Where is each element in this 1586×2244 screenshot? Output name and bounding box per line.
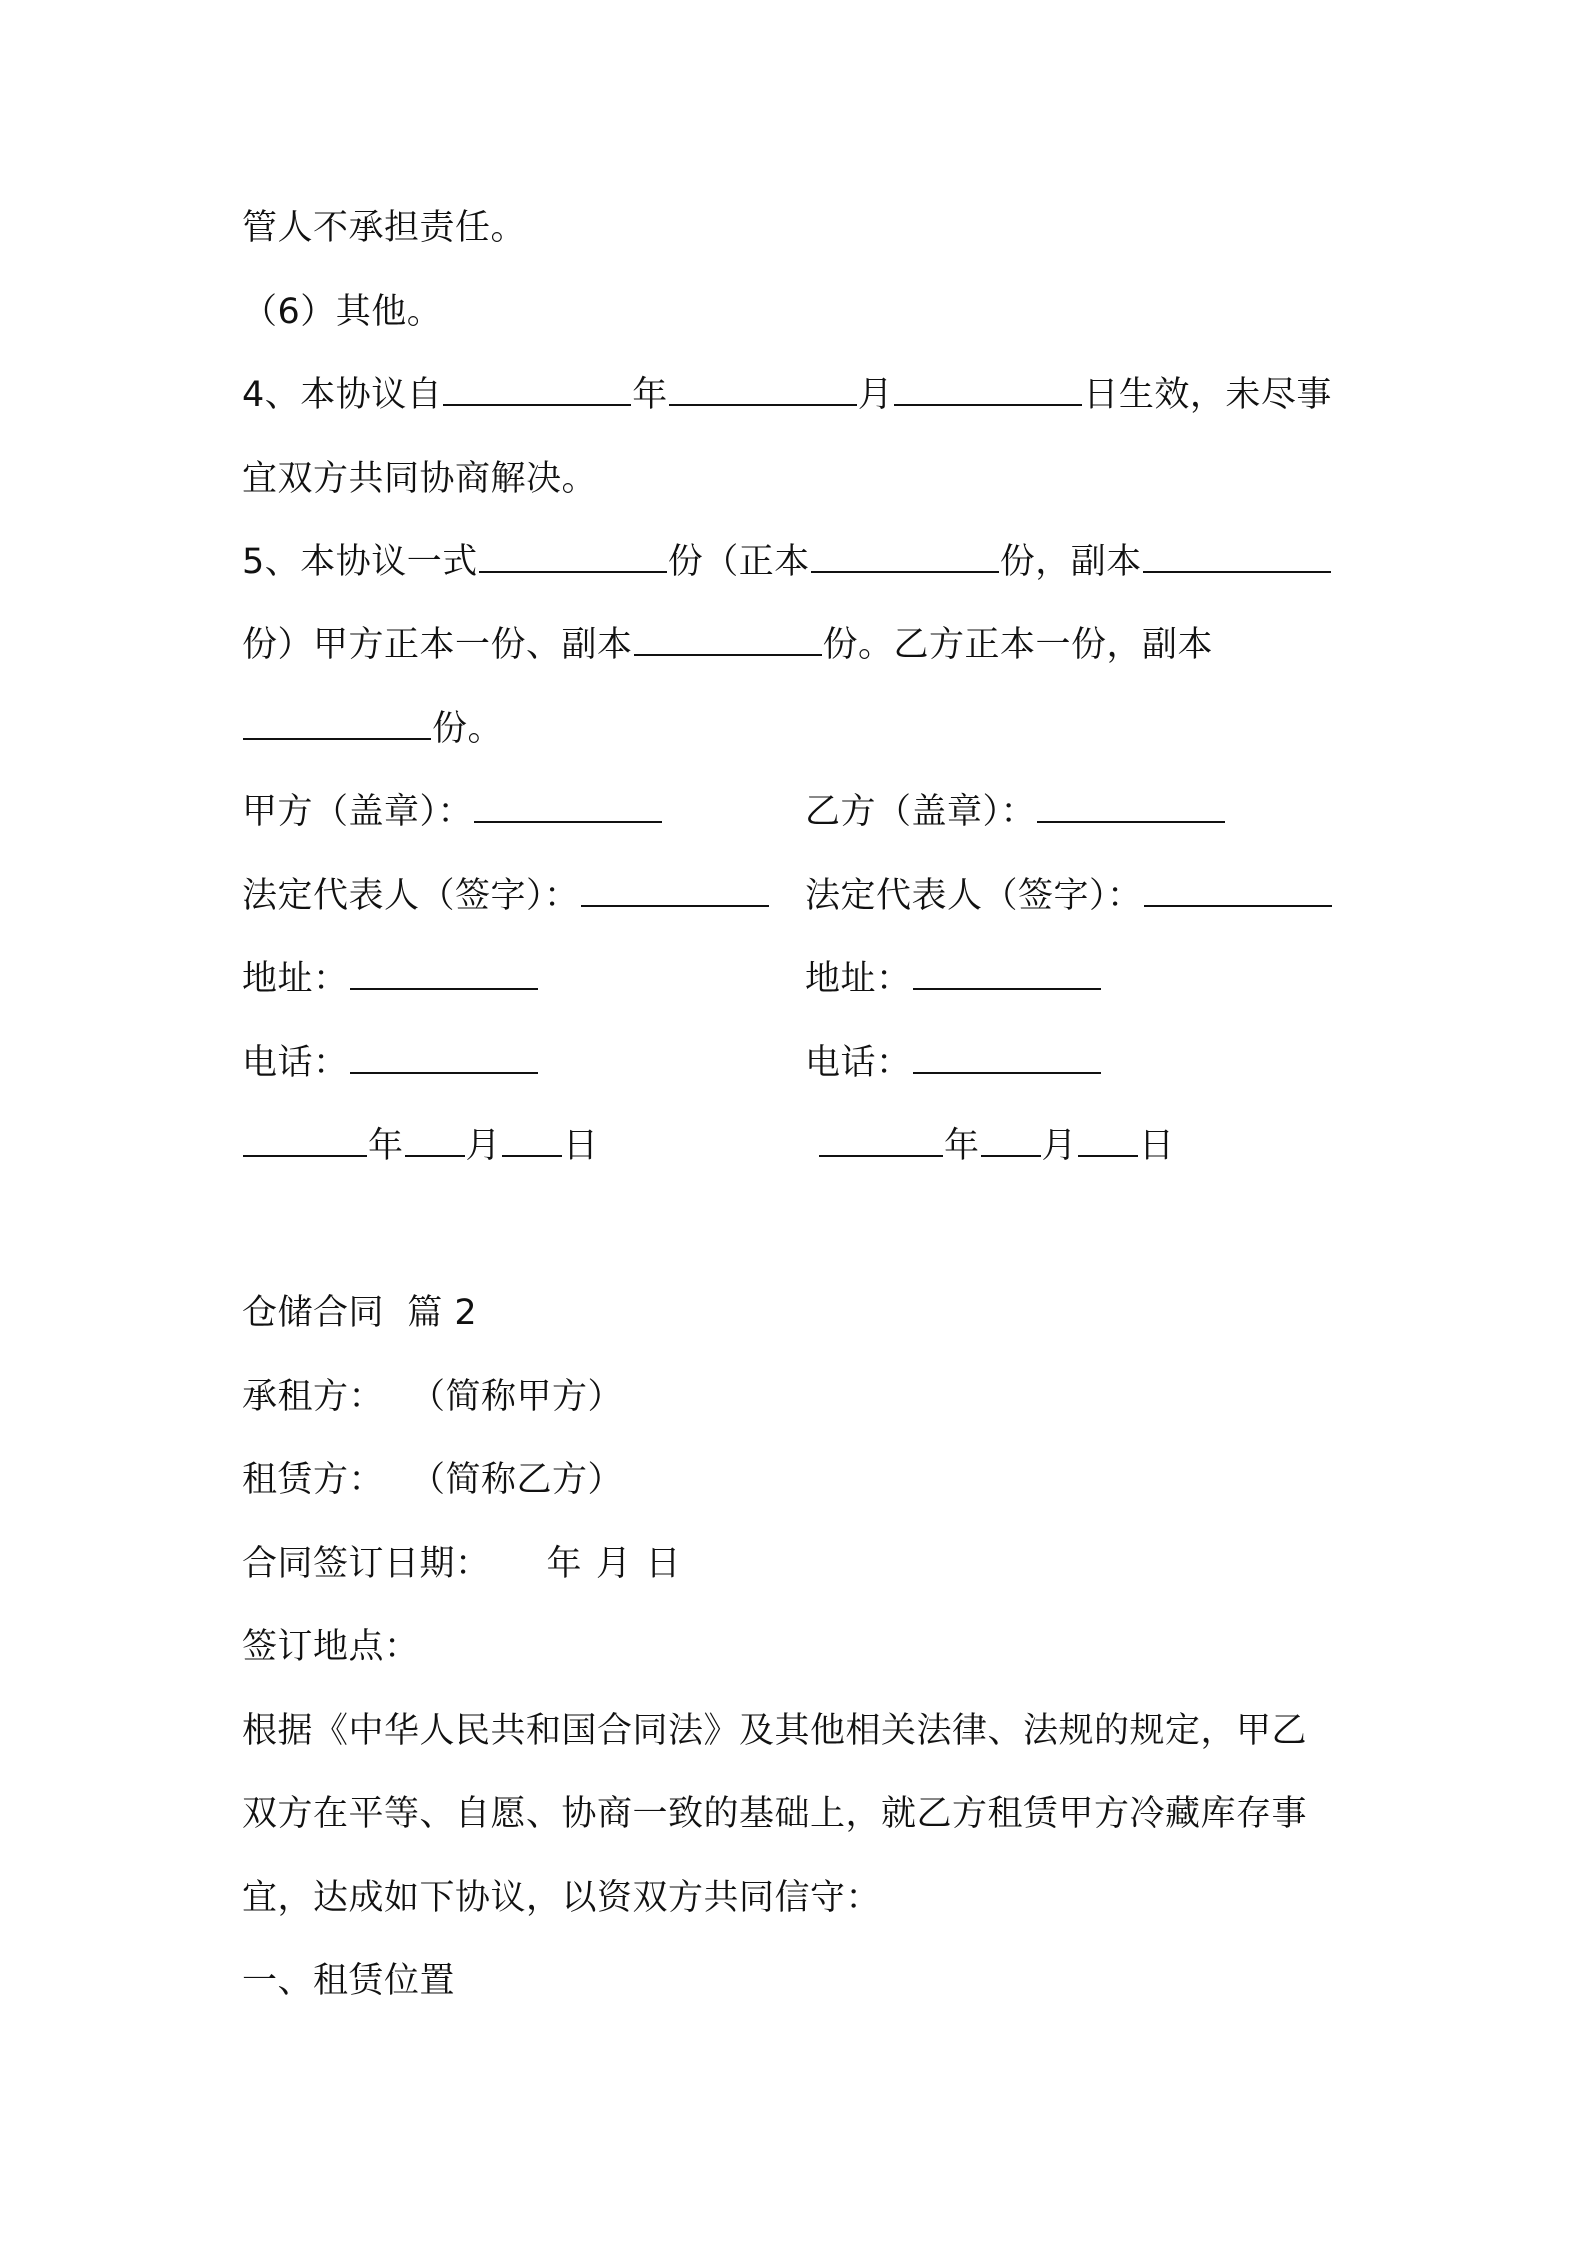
- label: 租赁方：: [242, 1460, 385, 1500]
- text: 月: [1041, 1126, 1078, 1166]
- text: 年: [944, 1126, 980, 1166]
- text: 管人不承担责任。: [242, 208, 527, 248]
- lessee-line: [242, 1373, 623, 1421]
- text: 月: [596, 1544, 632, 1584]
- text: 月: [857, 375, 894, 415]
- fill-blank: [913, 958, 1101, 990]
- effective-date-clause: [242, 371, 1332, 419]
- fill-blank: [1144, 875, 1332, 907]
- text: 5、本协议一式: [242, 542, 478, 582]
- text: 根据《中华人民共和国合同法》及其他相关法律、法规的规定，甲乙: [242, 1711, 1308, 1751]
- fill-blank: [479, 541, 667, 573]
- copies-clause-end: [242, 705, 503, 753]
- label: 甲方（盖章）：: [242, 792, 474, 832]
- fill-blank: [243, 1125, 367, 1157]
- place-line: [242, 1623, 420, 1671]
- label: 电话：: [805, 1043, 912, 1083]
- party-a-seal: [242, 788, 663, 836]
- fill-blank: [502, 1125, 562, 1157]
- text: （简称乙方）: [410, 1460, 624, 1500]
- label: 地址：: [805, 959, 912, 999]
- fill-blank: [981, 1125, 1041, 1157]
- fill-blank: [819, 1125, 943, 1157]
- label: 合同签订日期：: [242, 1544, 491, 1584]
- fill-blank: [894, 374, 1082, 406]
- text: 份）甲方正本一份、副本: [242, 625, 633, 665]
- fill-blank: [350, 958, 538, 990]
- label: 地址：: [242, 959, 349, 999]
- fill-blank: [474, 791, 662, 823]
- text: 日: [1139, 1126, 1175, 1166]
- label: 法定代表人（签字）：: [805, 876, 1143, 916]
- phone-a: [242, 1039, 539, 1087]
- text: 仓储合同 篇 2: [242, 1293, 478, 1333]
- legal-rep-b: [805, 872, 1333, 920]
- section-heading: [242, 1957, 455, 2005]
- text: 月: [465, 1126, 502, 1166]
- label: 签订地点：: [242, 1627, 420, 1667]
- text: 宜双方共同协商解决。: [242, 459, 598, 499]
- address-a: [242, 955, 539, 1003]
- text: 份。: [432, 709, 504, 749]
- contract-date-line: [242, 1540, 681, 1588]
- legal-rep-a: [242, 872, 770, 920]
- fill-blank: [913, 1042, 1101, 1074]
- text-line: [242, 204, 526, 252]
- fill-blank: [1078, 1125, 1138, 1157]
- text: （简称甲方）: [410, 1377, 624, 1417]
- section-title: [242, 1289, 477, 1337]
- text: 双方在平等、自愿、协商一致的基础上，就乙方租赁甲方冷藏库存事: [242, 1794, 1308, 1834]
- copies-clause-cont: [242, 621, 1213, 669]
- fill-blank: [811, 541, 999, 573]
- text: 份。乙方正本一份，副本: [822, 625, 1214, 665]
- fill-blank: [634, 624, 822, 656]
- text: 宜，达成如下协议，以资双方共同信守：: [242, 1878, 882, 1918]
- text: 日生效，未尽事: [1083, 375, 1332, 415]
- text: 一、租赁位置: [242, 1961, 456, 2001]
- fill-blank: [405, 1125, 465, 1157]
- fill-blank: [350, 1042, 538, 1074]
- text: 年: [546, 1544, 583, 1584]
- sign-date-a: [242, 1122, 599, 1170]
- text: 日: [645, 1544, 682, 1584]
- party-b-seal: [805, 788, 1226, 836]
- text: 份（正本: [667, 542, 810, 582]
- fill-blank: [243, 708, 431, 740]
- sign-date-b: [818, 1122, 1175, 1170]
- label: 乙方（盖章）：: [805, 792, 1037, 832]
- copies-clause: [242, 538, 1332, 586]
- fill-blank: [669, 374, 857, 406]
- text: 份，副本: [999, 542, 1142, 582]
- fill-blank: [443, 374, 631, 406]
- text: 日: [563, 1126, 599, 1166]
- label: 电话：: [242, 1043, 349, 1083]
- text-line: [242, 288, 442, 336]
- fill-blank: [1037, 791, 1225, 823]
- paragraph-line: [242, 1874, 881, 1922]
- text: 年: [632, 375, 668, 415]
- fill-blank: [1143, 541, 1331, 573]
- paragraph-line: [242, 1790, 1307, 1838]
- text: （6）其他。: [242, 292, 443, 332]
- paragraph-line: [242, 1707, 1307, 1755]
- phone-b: [805, 1039, 1102, 1087]
- text-line: [242, 455, 597, 503]
- text: 4、本协议自: [242, 375, 443, 415]
- label: 法定代表人（签字）：: [242, 876, 580, 916]
- address-b: [805, 955, 1102, 1003]
- fill-blank: [581, 875, 769, 907]
- lessor-line: [242, 1456, 623, 1504]
- text: 年: [368, 1126, 404, 1166]
- label: 承租方：: [242, 1377, 385, 1417]
